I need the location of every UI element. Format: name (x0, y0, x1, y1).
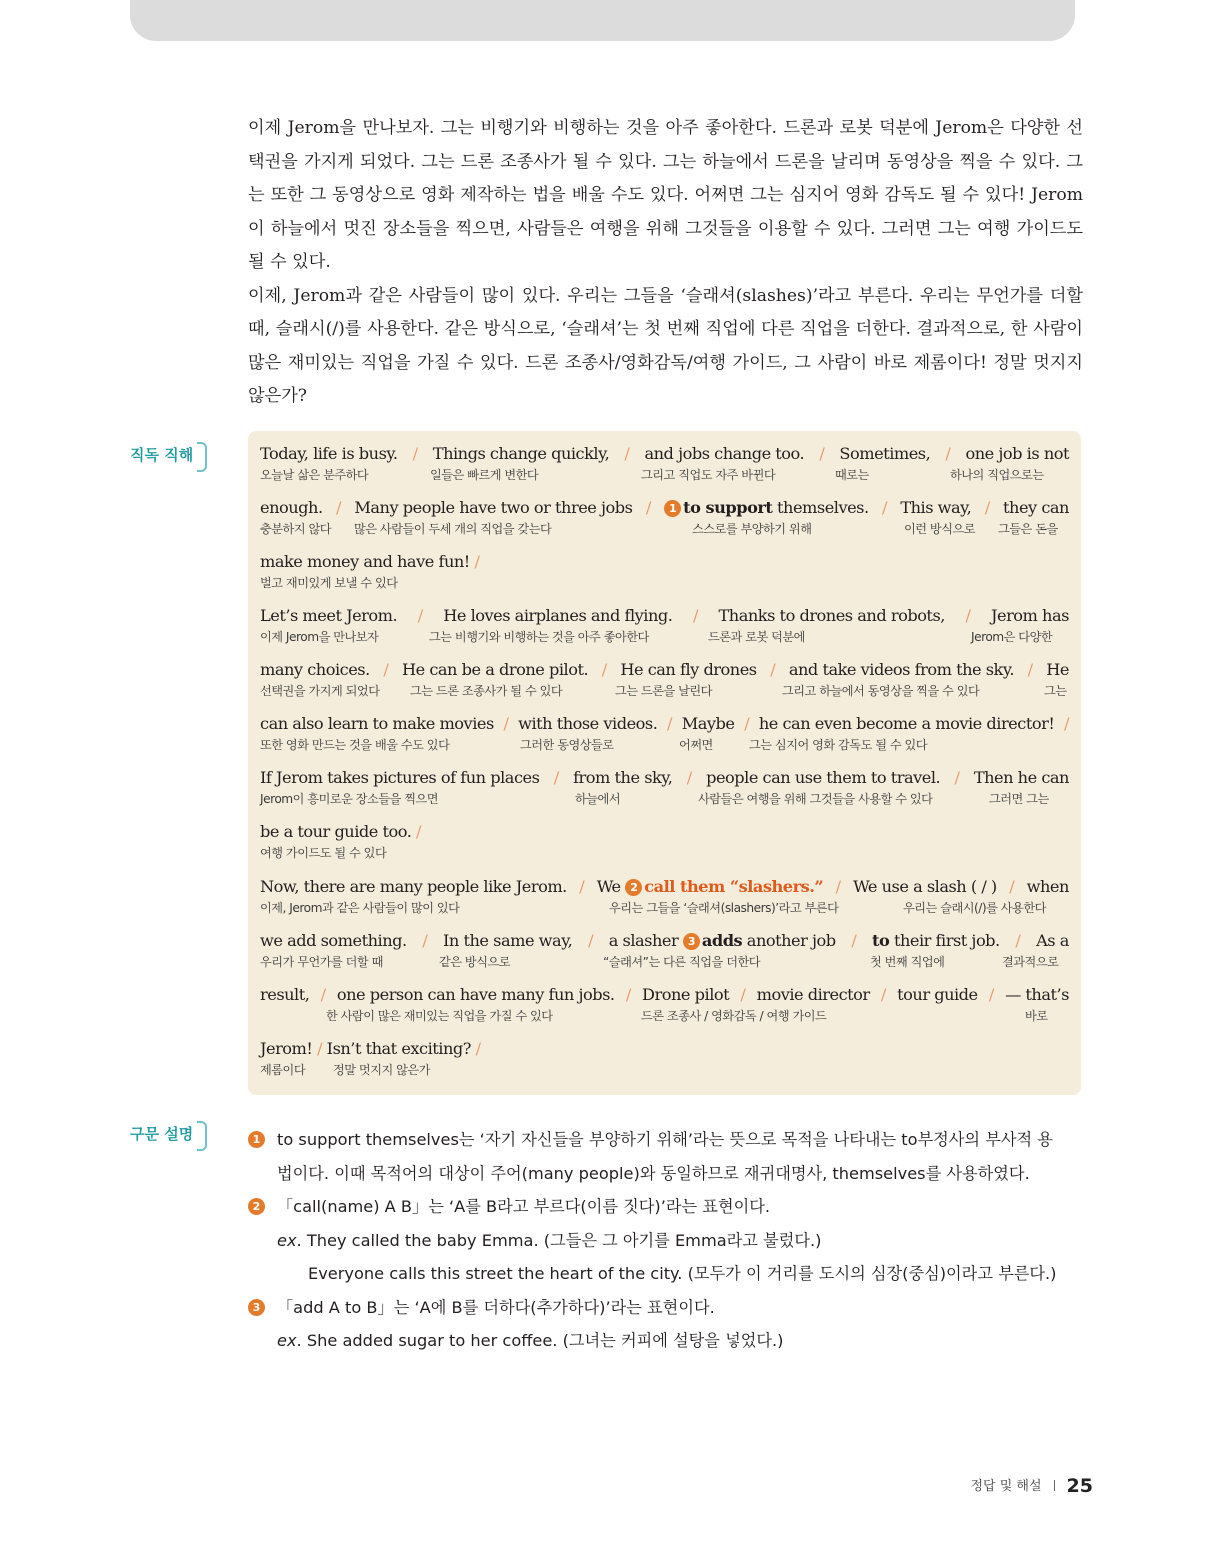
korean-gloss: 이제, Jerom과 같은 사람들이 많이 있다 (260, 901, 460, 915)
korean-gloss: 한 사람이 많은 재미있는 직업을 가질 수 있다 (326, 1009, 553, 1023)
korean-gloss-line (260, 736, 1069, 754)
english-chunk: He can fly drones (620, 660, 757, 679)
note-number: 3 (248, 1299, 265, 1316)
english-line: Jerom! / Isn’t that exciting? / (260, 1037, 1069, 1061)
reading-line (260, 875, 1069, 917)
korean-gloss: 정말 멋지지 않은가 (333, 1063, 430, 1077)
reading-line (260, 442, 1069, 484)
korean-gloss: 그러한 동영상들로 (520, 738, 614, 752)
korean-gloss-line (260, 1061, 1069, 1079)
korean-gloss: 많은 사람들이 두세 개의 직업을 갖는다 (354, 522, 552, 536)
english-chunk: from the sky, (573, 768, 673, 787)
english-chunk: Drone pilot (642, 985, 730, 1004)
korean-gloss-line (260, 520, 1069, 538)
korean-gloss: 사람들은 여행을 위해 그것들을 사용할 수 있다 (698, 792, 933, 806)
english-chunk: many choices. (260, 660, 370, 679)
korean-gloss: 이제 Jerom을 만나보자 (260, 630, 379, 644)
english-line: many choices. / He can be a drone pilot. / He can fly drones / and take videos from the sky. / He (260, 658, 1069, 682)
english-chunk: Thanks to drones and robots, (718, 606, 945, 625)
korean-gloss: 그는 드론을 날린다 (615, 684, 712, 698)
english-chunk: As a (1036, 931, 1069, 950)
example-text: . She added sugar to her coffee. (그녀는 커피에 설탕을 넣었다.) (296, 1331, 784, 1350)
english-line: Today, life is busy. / Things change quickly, / and jobs change too. / Sometimes, / one job is not (260, 442, 1069, 466)
korean-gloss: 하늘에서 (575, 792, 621, 806)
english-chunk: their first job. (893, 931, 1000, 950)
korean-gloss: 이런 방식으로 (904, 522, 976, 536)
korean-gloss: 또한 영화 만드는 것을 배울 수도 있다 (260, 738, 450, 752)
english-chunk: Maybe (681, 714, 735, 733)
korean-gloss-line (260, 790, 1069, 808)
english-line: Let’s meet Jerom. / He loves airplanes and flying. / Thanks to drones and robots, / Jerom has (260, 604, 1069, 628)
english-chunk: one person can have many fun jobs. (336, 985, 615, 1004)
english-chunk: In the same way, (443, 931, 573, 950)
korean-gloss: 제롬이다 (260, 1063, 306, 1077)
english-line: result, / one person can have many fun jobs. / Drone pilot / movie director / tour guide / — that’s (260, 983, 1069, 1007)
korean-gloss-line (260, 628, 1069, 646)
note-number: 2 (248, 1198, 265, 1215)
english-chunk: result, (260, 985, 310, 1004)
english-chunk-bold: to (872, 931, 890, 950)
english-chunk: Many people have two or three jobs (354, 498, 633, 517)
korean-gloss: 때로는 (835, 468, 869, 482)
english-chunk: one job is not (965, 444, 1069, 463)
english-chunk: This way, (900, 498, 972, 517)
english-chunk: If Jerom takes pictures of fun places (260, 768, 540, 787)
korean-gloss: 그는 드론 조종사가 될 수 있다 (410, 684, 563, 698)
english-line: we add something. / In the same way, / a slasher 3 adds another job / to their first job. / As a (260, 929, 1069, 953)
korean-gloss: 그리고 하늘에서 동영상을 찍을 수 있다 (782, 684, 980, 698)
korean-gloss: Jerom이 흥미로운 장소들을 찍으면 (260, 792, 439, 806)
korean-gloss-line (260, 1007, 1069, 1025)
english-chunk: a slasher (608, 931, 679, 950)
reading-section-label (130, 444, 193, 467)
korean-gloss: 충분하지 않다 (260, 522, 332, 536)
label-bracket (197, 1121, 207, 1151)
direct-reading-box (248, 431, 1081, 1095)
korean-gloss: 일들은 빠르게 변한다 (430, 468, 539, 482)
english-chunk-highlight: call them “slashers.” (644, 877, 824, 896)
grammar-section-label (130, 1123, 193, 1146)
korean-gloss: 하나의 직업으로는 (950, 468, 1044, 482)
korean-gloss: 오늘날 삶은 분주하다 (260, 468, 369, 482)
korean-gloss: 그는 비행기와 비행하는 것을 아주 좋아한다 (429, 630, 649, 644)
english-chunk: movie director (756, 985, 870, 1004)
english-chunk: Let’s meet Jerom. (260, 606, 398, 625)
english-chunk: Now, there are many people like Jerom. (260, 877, 567, 896)
korean-gloss-line (260, 682, 1069, 700)
english-chunk: make money and have fun! (260, 552, 470, 571)
grammar-note-1 (248, 1123, 1088, 1190)
english-line: can also learn to make movies / with those videos. / Maybe / he can even become a movie director! / (260, 712, 1069, 736)
note-marker-1: 1 (664, 500, 681, 517)
english-chunk: another job (746, 931, 836, 950)
reading-line (260, 496, 1069, 538)
korean-gloss: 선택권을 가지게 되었다 (260, 684, 380, 698)
english-chunk: Then he can (973, 768, 1069, 787)
korean-gloss: 첫 번째 직업에 (870, 955, 945, 969)
note-number: 1 (248, 1131, 265, 1148)
korean-gloss: 우리는 슬래시(/)를 사용한다 (903, 901, 1046, 915)
reading-label-text: 직독 직해 (130, 446, 194, 464)
example-label: ex (277, 1230, 297, 1250)
english-line: make money and have fun! / (260, 550, 1069, 574)
korean-gloss-line (260, 844, 1069, 862)
english-chunk: Isn’t that exciting? (326, 1039, 471, 1058)
example-label: ex (277, 1331, 297, 1350)
english-chunk: can also learn to make movies (260, 714, 494, 733)
note-example (277, 1224, 1088, 1258)
english-chunk: people can use them to travel. (706, 768, 941, 787)
reading-line (260, 712, 1069, 754)
english-chunk: we add something. (260, 931, 407, 950)
korean-gloss: Jerom은 다양한 (971, 630, 1053, 644)
english-chunk: Today, life is busy. (260, 444, 398, 463)
note-text: 「call(name) A B」는 ‘A를 B라고 부르다(이름 짓다)’라는 표현이다. (277, 1197, 771, 1216)
footer-divider (1054, 1480, 1055, 1491)
english-chunk: and jobs change too. (644, 444, 805, 463)
english-chunk: be a tour guide too. (260, 822, 412, 841)
top-header-bar (130, 0, 1075, 41)
english-chunk: and take videos from the sky. (788, 660, 1014, 679)
note-marker-2: 2 (625, 879, 642, 896)
korean-gloss: 그는 (1044, 684, 1067, 698)
english-chunk: with those videos. (518, 714, 658, 733)
note-text: 「add A to B」는 ‘A에 B를 더하다(추가하다)’라는 표현이다. (277, 1297, 715, 1317)
reading-line (260, 604, 1069, 646)
korean-gloss: 벌고 재미있게 보낼 수 있다 (260, 576, 398, 590)
english-line: Now, there are many people like Jerom. / We 2 call them “slashers.” / We use a slash ( / ) / when (260, 875, 1069, 899)
english-chunk: themselves. (777, 498, 869, 517)
english-chunk: We (596, 877, 621, 896)
korean-gloss: 그들은 돈을 (998, 522, 1058, 536)
korean-gloss: 어쩌면 (679, 738, 713, 752)
korean-gloss-line (260, 899, 1069, 917)
example-text: Everyone calls this street the heart of the city. (모두가 이 거리를 도시의 심장(중심)이라고 부른다.) (308, 1264, 1057, 1283)
footer-section-title: 정답 및 해설 (970, 1479, 1042, 1494)
reading-line (260, 929, 1069, 971)
grammar-note-2 (248, 1190, 1088, 1291)
korean-gloss-line (260, 466, 1069, 484)
label-bracket (197, 442, 207, 472)
english-chunk: when (1026, 877, 1069, 896)
english-chunk: Jerom! (260, 1039, 313, 1058)
korean-gloss: 그리고 직업도 자주 바뀐다 (641, 468, 776, 482)
korean-gloss: 결과적으로 (1002, 955, 1059, 969)
korean-gloss: 바로 (1025, 1009, 1048, 1023)
note-example (277, 1324, 1088, 1358)
english-chunk: tour guide (897, 985, 978, 1004)
korean-gloss: 그는 심지어 영화 감독도 될 수 있다 (749, 738, 928, 752)
reading-line (260, 658, 1069, 700)
translation-paragraph-1: 이제 Jerom을 만나보자. 그는 비행기와 비행하는 것을 아주 좋아한다. 드론과 로봇 덕분에 Jerom은 다양한 선택권을 가지게 되었다. 그는 드론 조종사가 될 수 있다. 그는 하늘에서 드론을 날리며 동영상을 찍을 수 있다. 그는 또한 그 동영상으로 영화 제작하는 법을 배울 수도 있다. 어쩌면 그는 심지어 영화 감독도 될 수 있다! Jerom이 하늘에서 멋진 장소들을 찍으면, 사람들은 여행을 위해 그것들을 이용할 수 있다. 그러면 그는 여행 가이드도 될 수 있다. (248, 118, 1083, 272)
translation-paragraph-2: 이제, Jerom과 같은 사람들이 많이 있다. 우리는 그들을 ‘슬래셔(slashes)’라고 부른다. 우리는 무언가를 더할 때, 슬래시(/)를 사용한다. 같은 방식으로, ‘슬래셔’는 첫 번째 직업에 다른 직업을 더한다. 결과적으로, 한 사람이 많은 재미있는 직업을 가질 수 있다. 드론 조종사/영화감독/여행 가이드, 그 사람이 바로 제롬이다! 정말 멋지지 않은가? (248, 285, 1083, 406)
english-chunk-bold: to support (683, 498, 773, 517)
grammar-notes (248, 1123, 1088, 1358)
korean-gloss-line (260, 574, 1069, 592)
page-number: 25 (1066, 1475, 1093, 1497)
english-chunk: enough. (260, 498, 323, 517)
note-text: 법이다. 이때 목적어의 대상이 주어(many people)와 동일하므로 재귀대명사, themselves를 사용하였다. (277, 1163, 1030, 1183)
english-chunk: — that’s (1005, 985, 1069, 1004)
english-chunk: He loves airplanes and flying. (443, 606, 673, 625)
korean-gloss: 드론 조종사 / 영화감독 / 여행 가이드 (641, 1009, 827, 1023)
korean-gloss: 그러면 그는 (989, 792, 1049, 806)
reading-line (260, 820, 1069, 862)
grammar-note-3 (248, 1291, 1088, 1358)
english-chunk: he can even become a movie director! (758, 714, 1055, 733)
note-marker-3: 3 (683, 933, 700, 950)
english-chunk: We use a slash ( / ) (853, 877, 997, 896)
reading-line (260, 550, 1069, 592)
example-text: . They called the baby Emma. (그들은 그 아기를 Emma라고 불렀다.) (296, 1230, 822, 1250)
korean-gloss: 우리는 그들을 ‘슬래셔(slashers)’라고 부른다 (609, 901, 839, 915)
english-chunk: Jerom has (991, 606, 1069, 625)
korean-gloss: 같은 방식으로 (439, 955, 511, 969)
english-chunk: they can (1003, 498, 1069, 517)
english-chunk: He (1046, 660, 1069, 679)
reading-line (260, 1037, 1069, 1079)
korean-gloss-line (260, 953, 1069, 971)
english-chunk: He can be a drone pilot. (401, 660, 589, 679)
grammar-label-text: 구문 설명 (130, 1125, 194, 1143)
korean-translation (248, 112, 1083, 414)
korean-gloss: 우리가 무언가를 더할 때 (260, 955, 383, 969)
english-line: enough. / Many people have two or three jobs / 1 to support themselves. / This way, / they can (260, 496, 1069, 520)
english-chunk-bold: adds (701, 931, 743, 950)
english-line: be a tour guide too. / (260, 820, 1069, 844)
reading-line (260, 766, 1069, 808)
english-chunk: Things change quickly, (432, 444, 610, 463)
korean-gloss: 드론과 로봇 덕분에 (708, 630, 805, 644)
english-line: If Jerom takes pictures of fun places / from the sky, / people can use them to travel. / Then he can (260, 766, 1069, 790)
korean-gloss: 스스로를 부양하기 위해 (692, 522, 812, 536)
english-chunk: Sometimes, (839, 444, 931, 463)
reading-line (260, 983, 1069, 1025)
korean-gloss: 여행 가이드도 될 수 있다 (260, 846, 387, 860)
korean-gloss: “슬래셔”는 다른 직업을 더한다 (603, 955, 761, 969)
note-text: to support themselves는 ‘자기 자신들을 부양하기 위해’라는 뜻으로 목적을 나타내는 to부정사의 부사적 용 (277, 1130, 1053, 1149)
page-footer (970, 1475, 1093, 1497)
